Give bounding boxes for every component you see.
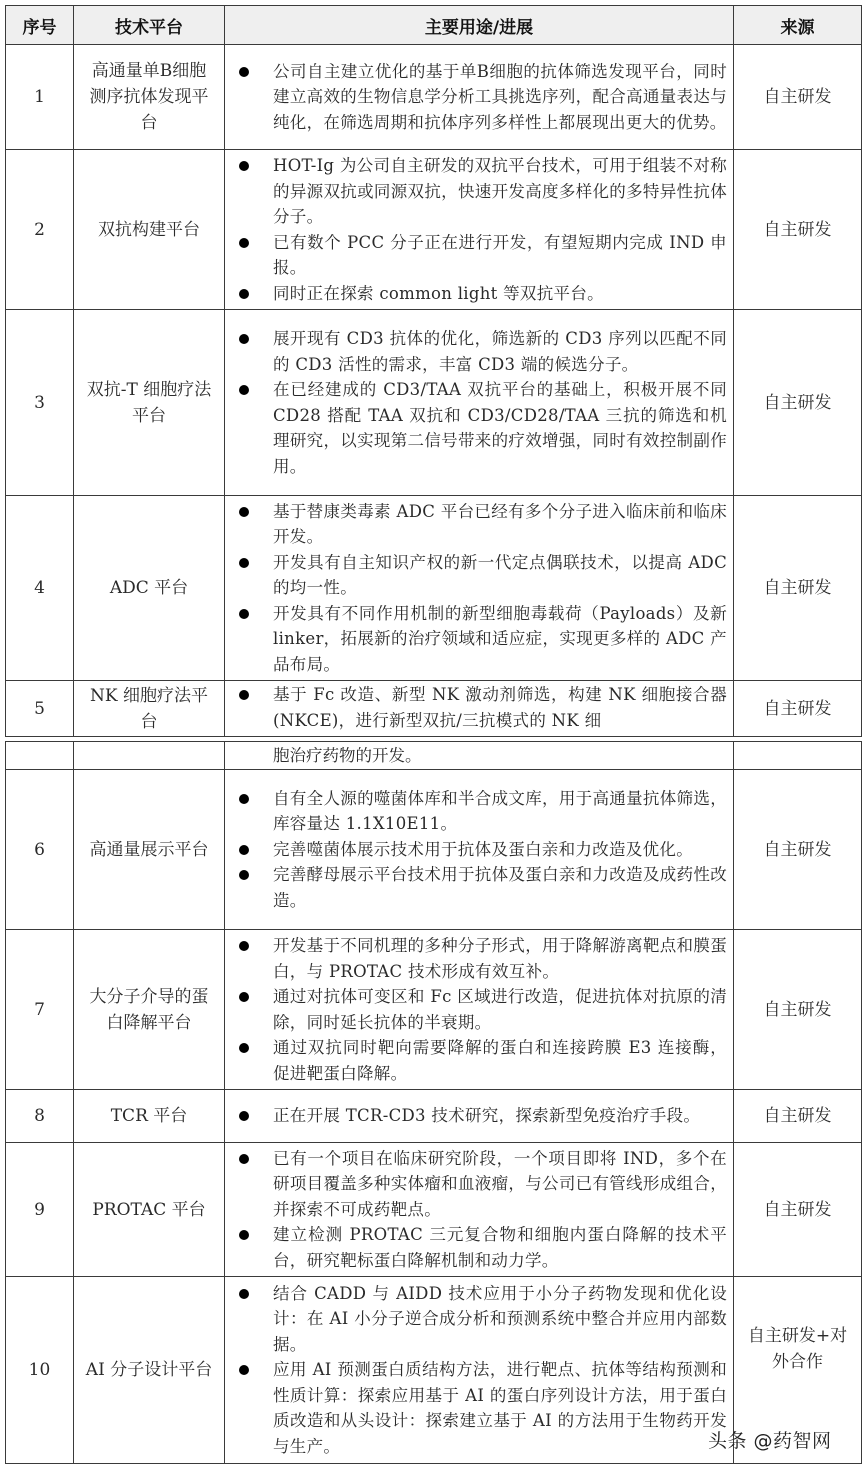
platform-name: AI 分子设计平台 (74, 1277, 225, 1464)
source-cell: 自主研发 (734, 150, 862, 310)
bullet-icon (239, 507, 249, 517)
platform-name: 双抗构建平台 (74, 150, 225, 310)
bullet-item: 已有数个 PCC 分子正在进行开发，有望短期内完成 IND 申报。 (235, 230, 727, 281)
usage-cell (225, 1090, 734, 1143)
bullet-icon (239, 1043, 249, 1053)
bullet-icon (239, 690, 249, 700)
bullet-item: 在已经建成的 CD3/TAA 双抗平台的基础上，积极开展不同 CD28 搭配 TAA 双抗和 CD3/CD28/TAA 三抗的筛选和机理研究，以实现第二信号带来的疗效增强，同时有效控制副作用。 (235, 377, 727, 479)
watermark: 头条 @药智网 (708, 1430, 832, 1452)
usage-cell (225, 45, 734, 150)
bullet-item: 完善酵母展示平台技术用于抗体及蛋白亲和力改造及成药性改造。 (235, 862, 727, 913)
usage-cell (225, 496, 734, 681)
row-index: 10 (6, 1277, 74, 1464)
bullet-item: 正在开展 TCR-CD3 技术研究，探索新型免疫治疗手段。 (235, 1103, 727, 1129)
bullet-icon (239, 334, 249, 344)
row-index: 7 (6, 930, 74, 1090)
bullet-item: 自有全人源的噬菌体库和半合成文库，用于高通量抗体筛选，库容量达 1.1X10E11。 (235, 786, 727, 837)
source-cell: 自主研发+对外合作 (734, 1277, 862, 1464)
bullet-icon (239, 870, 249, 880)
bullet-icon (239, 1365, 249, 1375)
usage-cell (225, 150, 734, 310)
platform-name: 大分子介导的蛋白降解平台 (74, 930, 225, 1090)
continuation-text: 胞治疗药物的开发。 (273, 746, 422, 765)
table-row (6, 770, 862, 930)
bullet-item: 公司自主建立优化的基于单B细胞的抗体筛选发现平台，同时建立高效的生物信息学分析工具挑选序列，配合高通量表达与纯化，在筛选周期和抗体序列多样性上都展现出更大的优势。 (235, 59, 727, 136)
header-index: 序号 (6, 6, 74, 45)
source-cell: 自主研发 (734, 770, 862, 930)
bullet-item: 开发基于不同机理的多种分子形式，用于降解游离靶点和膜蛋白，与 PROTAC 技术形成有效互补。 (235, 933, 727, 984)
platform-table-page1 (5, 5, 862, 737)
bullet-icon (239, 1154, 249, 1164)
table-row (6, 45, 862, 150)
bullet-item: 基于 Fc 改造、新型 NK 激动剂筛选，构建 NK 细胞接合器(NKCE)，进行新型双抗/三抗模式的 NK 细 (235, 682, 727, 733)
source-cell: 自主研发 (734, 45, 862, 150)
row-index: 2 (6, 150, 74, 310)
row-index: 8 (6, 1090, 74, 1143)
row-index: 5 (6, 681, 74, 737)
continuation-row (6, 742, 862, 770)
bullet-item: 应用 AI 预测蛋白质结构方法，进行靶点、抗体等结构预测和性质计算：探索应用基于 AI 的蛋白序列设计方法，用于蛋白质改造和从头设计：探索建立基于 AI 的方法用于生物药开发与生产。 (235, 1357, 727, 1459)
bullet-icon (239, 289, 249, 299)
usage-cell (225, 742, 734, 770)
bullet-item: 基于替康类毒素 ADC 平台已经有多个分子进入临床前和临床开发。 (235, 499, 727, 550)
bullet-item: 开发具有不同作用机制的新型细胞毒载荷（Payloads）及新 linker，拓展新的治疗领域和适应症，实现更多样的 ADC 产品布局。 (235, 601, 727, 678)
table-header-row (6, 6, 862, 45)
bullet-icon (239, 558, 249, 568)
table-row (6, 930, 862, 1090)
platform-name: 高通量展示平台 (74, 770, 225, 930)
table-row (6, 1143, 862, 1277)
bullet-icon (239, 161, 249, 171)
bullet-icon (239, 1230, 249, 1240)
bullet-item: 完善噬菌体展示技术用于抗体及蛋白亲和力改造及优化。 (235, 837, 727, 863)
usage-cell (225, 930, 734, 1090)
bullet-icon (239, 385, 249, 395)
header-source: 来源 (734, 6, 862, 45)
bullet-item: 已有一个项目在临床研究阶段，一个项目即将 IND，多个在研项目覆盖多种实体瘤和血液瘤，与公司已有管线形成组合，并探索不可成药靶点。 (235, 1146, 727, 1223)
bullet-icon (239, 67, 249, 77)
table-row (6, 496, 862, 681)
platform-name: NK 细胞疗法平台 (74, 681, 225, 737)
bullet-icon (239, 1289, 249, 1299)
platform-name: 高通量单B细胞测序抗体发现平台 (74, 45, 225, 150)
row-index: 3 (6, 310, 74, 496)
bullet-item: 通过对抗体可变区和 Fc 区域进行改造，促进抗体对抗原的清除，同时延长抗体的半衰期。 (235, 984, 727, 1035)
platform-name: 双抗-T 细胞疗法平台 (74, 310, 225, 496)
bullet-icon (239, 845, 249, 855)
bullet-icon (239, 992, 249, 1002)
bullet-item: 开发具有自主知识产权的新一代定点偶联技术，以提高 ADC 的均一性。 (235, 550, 727, 601)
usage-cell (225, 1143, 734, 1277)
header-platform: 技术平台 (74, 6, 225, 45)
source-cell: 自主研发 (734, 1090, 862, 1143)
usage-cell (225, 310, 734, 496)
source-cell: 自主研发 (734, 1143, 862, 1277)
header-usage: 主要用途/进展 (225, 6, 734, 45)
source-cell: 自主研发 (734, 496, 862, 681)
bullet-icon (239, 238, 249, 248)
platform-name: ADC 平台 (74, 496, 225, 681)
bullet-icon (239, 941, 249, 951)
platform-name: PROTAC 平台 (74, 1143, 225, 1277)
bullet-item: 同时正在探索 common light 等双抗平台。 (235, 281, 727, 307)
source-cell: 自主研发 (734, 681, 862, 737)
bullet-item: 展开现有 CD3 抗体的优化，筛选新的 CD3 序列以匹配不同的 CD3 活性的需求，丰富 CD3 端的候选分子。 (235, 326, 727, 377)
table-row (6, 310, 862, 496)
platform-table-page2 (5, 741, 862, 1464)
platform-name: TCR 平台 (74, 1090, 225, 1143)
source-cell: 自主研发 (734, 310, 862, 496)
bullet-item: HOT-Ig 为公司自主研发的双抗平台技术，可用于组装不对称的异源双抗或同源双抗，快速开发高度多样化的多特异性抗体分子。 (235, 153, 727, 230)
bullet-item: 结合 CADD 与 AIDD 技术应用于小分子药物发现和优化设计：在 AI 小分子逆合成分析和预测系统中整合并应用内部数据。 (235, 1281, 727, 1358)
usage-cell (225, 1277, 734, 1464)
table-row (6, 681, 862, 737)
bullet-icon (239, 1111, 249, 1121)
row-index: 4 (6, 496, 74, 681)
source-cell: 自主研发 (734, 930, 862, 1090)
bullet-icon (239, 794, 249, 804)
table-row (6, 150, 862, 310)
usage-cell (225, 770, 734, 930)
row-index: 1 (6, 45, 74, 150)
table-row (6, 1090, 862, 1143)
bullet-item: 通过双抗同时靶向需要降解的蛋白和连接跨膜 E3 连接酶，促进靶蛋白降解。 (235, 1035, 727, 1086)
usage-cell (225, 681, 734, 737)
bullet-icon (239, 609, 249, 619)
row-index: 9 (6, 1143, 74, 1277)
bullet-item: 建立检测 PROTAC 三元复合物和细胞内蛋白降解的技术平台，研究靶标蛋白降解机制和动力学。 (235, 1222, 727, 1273)
row-index: 6 (6, 770, 74, 930)
